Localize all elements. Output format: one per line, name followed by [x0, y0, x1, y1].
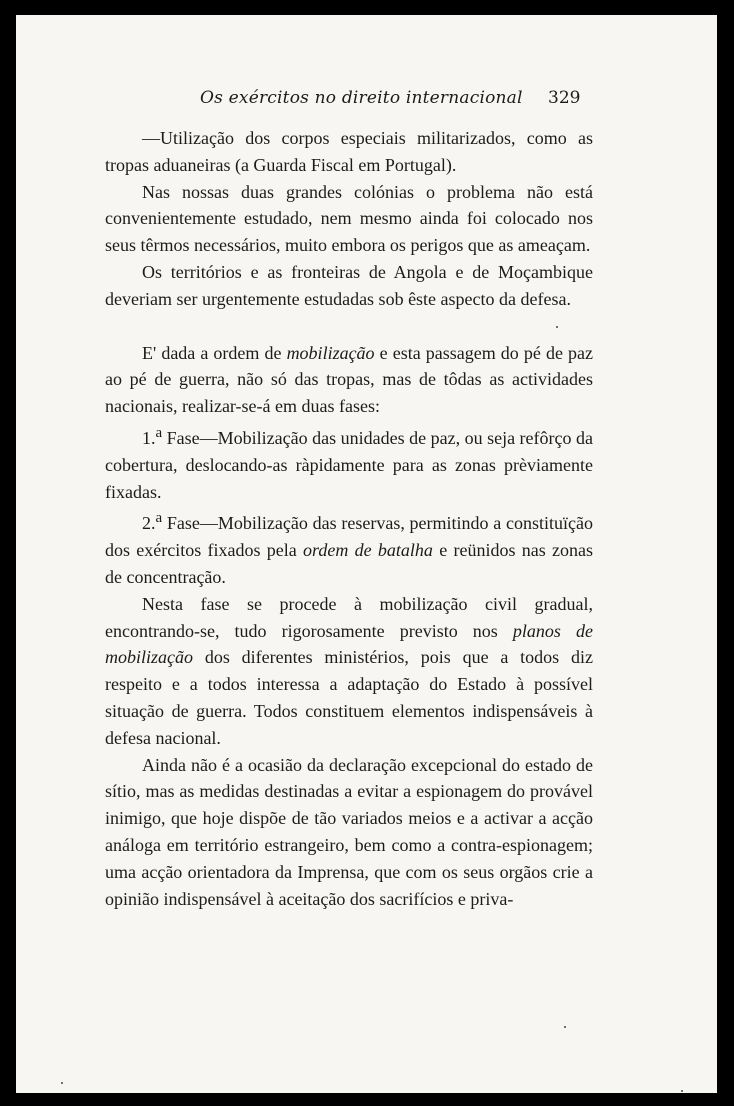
paragraph: —Utilização dos corpos especiais militarizados, como as tropas aduaneiras (a Guarda Fiscal em Portugal). [105, 128, 593, 175]
scan-speck [61, 1082, 63, 1084]
scan-speck [681, 1090, 683, 1092]
paragraph: Ainda não é a ocasião da declaração excepcional do estado de sítio, mas as medidas destinadas a evitar a espionagem do provável inimigo, que hoje dispõe de tão variados meios e a activar a acção análoga em território estrangeiro, bem como a contra-espionagem; uma acção orientadora da Imprensa, que com os seus orgãos crie a opinião indispensável à aceitação dos sacrifícios e priva- [105, 754, 593, 909]
paragraph: 2.$^a$ Fase—Mobilização das reservas, permitindo a constituïção dos exércitos fixados pela ordem de batalha e reünidos nas zonas de concentração. [105, 510, 593, 587]
paragraph: 1.$^a$ Fase—Mobilização das unidades de paz, ou seja refôrço da cobertura, deslocando-as ràpidamente para as zonas prèviamente fixadas. [105, 424, 594, 502]
italic-term: planos de mobilização [105, 620, 593, 668]
page-number: 329 [548, 88, 581, 108]
paragraph: E' dada a ordem de mobilização e esta passagem do pé de paz ao pé de guerra, não só das tropas, mas de tôdas as actividades nacionais, realizar-se-á em duas fases: [105, 342, 593, 417]
paragraph: Nesta fase se procede à mobilização civil gradual, encontrando-se, tudo rigorosamente previsto nos planos de mobilização dos diferentes ministérios, pois que a todos diz respeito e a todos interessa a adaptação do Estado à possível situação de guerra. Todos constituem elementos indispensáveis à defesa nacional. [105, 593, 593, 748]
page-header [16, 80, 717, 110]
paragraph: Nas nossas duas grandes colónias o problema não está convenientemente estudado, nem mesmo ainda foi colocado nos seus têrmos necessários, muito embora os perigos que as ameaçam. [105, 181, 593, 256]
running-title: Os exércitos no direito internacional [200, 88, 523, 108]
italic-term: ordem de batalha [303, 540, 433, 561]
italic-term: mobilização [286, 342, 375, 363]
scan-speck [564, 1026, 566, 1028]
book-page [16, 15, 717, 1093]
scan-speck [556, 326, 558, 328]
page-body [105, 125, 593, 912]
paragraph: Os territórios e as fronteiras de Angola e de Moçambique deveriam ser urgentemente estudadas sob êste aspecto da defesa. [105, 261, 593, 309]
